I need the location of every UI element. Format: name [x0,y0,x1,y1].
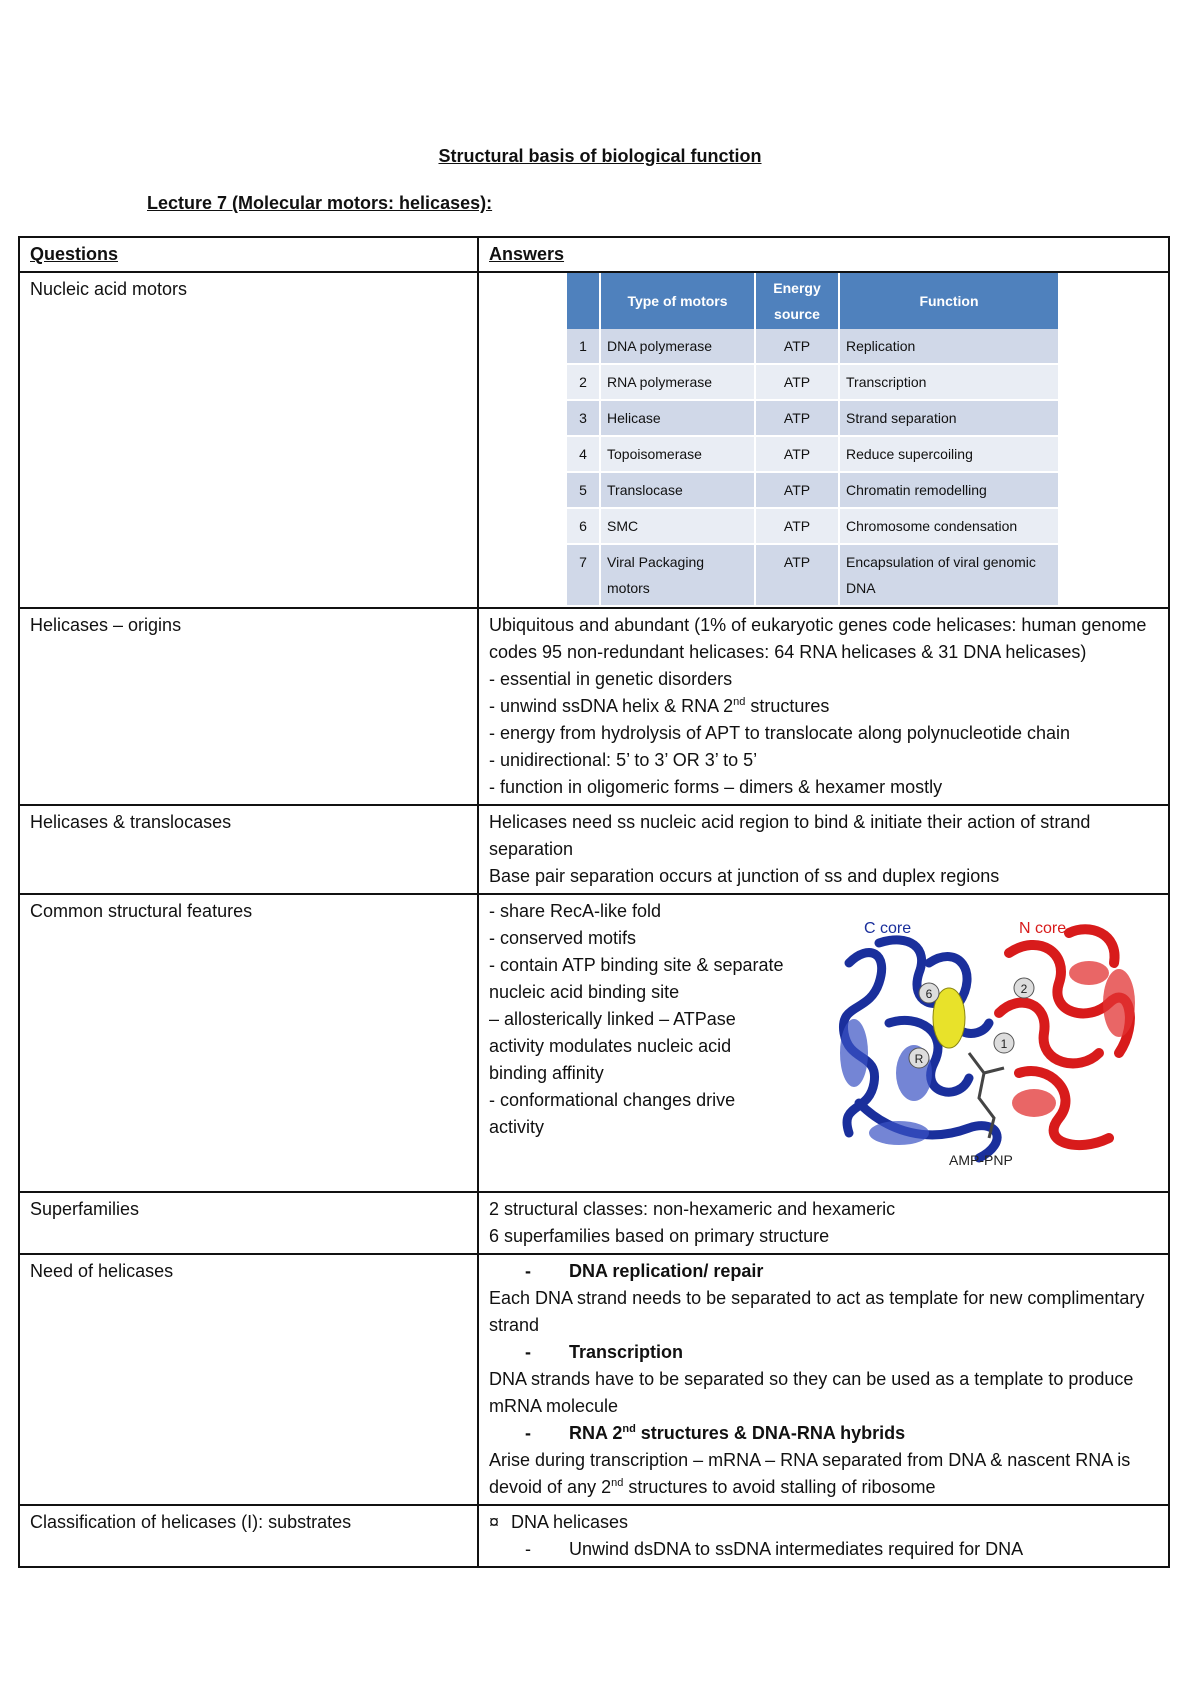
motor-energy: ATP [756,509,840,545]
motor-type-header: Type of motors [601,273,756,329]
motor-num: 4 [567,437,601,473]
question-cell: Helicases – origins [19,608,478,805]
answer-line: Ubiquitous and abundant (1% of eukaryotic genes code helicases: human genome codes 95 non-redundant helicases: 64 RNA helicases & 31 DNA helicases) [489,615,1147,662]
question-cell: Classification of helicases (I): substrates [19,1505,478,1567]
answer-line: Each DNA strand needs to be separated to act as template for new complimentary strand [489,1288,1145,1335]
answer-line: DNA strands have to be separated so they can be used as a template to produce mRNA molecule [489,1369,1134,1416]
motor-energy: ATP [756,365,840,401]
marker-label: 1 [1000,1037,1008,1051]
motor-row [567,401,1060,437]
answer-line: Base pair separation occurs at junction of ss and duplex regions [489,866,1000,886]
motor-num-header [567,273,601,329]
motor-function: Chromosome condensation [840,509,1060,545]
motor-function: Chromatin remodelling [840,473,1060,509]
superscript: nd [622,1423,636,1435]
answer-cell [478,894,1169,1192]
motor-num: 3 [567,401,601,437]
motor-type: Viral Packaging motors [601,545,756,607]
motor-row [567,473,1060,509]
motor-type: Helicase [601,401,756,437]
motor-function-header: Function [840,273,1060,329]
answer-line: - unidirectional: 5’ to 3’ OR 3’ to 5’ [489,750,758,770]
motor-num: 6 [567,509,601,545]
dash-mark: - [525,1539,531,1559]
marker-label: 2 [1020,982,1028,996]
table-row [19,1192,1169,1254]
motor-row [567,329,1060,365]
features-text [489,898,789,1141]
text-part: structures [745,696,830,716]
c-core-label: C core [864,920,912,937]
motor-energy-header: Energy source [756,273,840,329]
table-row [19,1505,1169,1567]
bullet-icon: ¤ [489,1512,500,1532]
header-row [19,237,1169,272]
motor-function: Encapsulation of viral genomic DNA [840,545,1060,607]
table-row [19,805,1169,894]
answer-line: - essential in genetic disorders [489,669,733,689]
superscript: nd [611,1477,624,1489]
lecture-subtitle: Lecture 7 (Molecular motors: helicases): [147,193,493,213]
text-part: - unwind ssDNA helix & RNA 2 [489,696,734,716]
text-part: structures & DNA-RNA hybrids [635,1423,906,1443]
dash-mark: - [525,1423,531,1443]
motor-type: SMC [601,509,756,545]
motor-table-header [567,273,1060,329]
subheading [489,1258,1158,1285]
answer-line: 2 structural classes: non-hexameric and hexameric [489,1199,896,1219]
motor-num: 1 [567,329,601,365]
answer-cell [478,608,1169,805]
answer-line: - conformational changes drive activity [489,1090,736,1137]
answer-cell [478,805,1169,894]
answer-line [489,1536,1158,1563]
text-part: Arise during transcription – mRNA – RNA separated from DNA & nascent RNA is devoid of any 2 [489,1450,1131,1497]
answer-line [489,1447,1158,1501]
subheading [489,1339,1158,1366]
features-wrap [489,898,1158,1188]
text-part: structures to avoid stalling of ribosome [623,1477,936,1497]
motor-energy: ATP [756,473,840,509]
answer-cell [478,1254,1169,1505]
questions-header-label: Questions [30,244,119,264]
question-cell: Common structural features [19,894,478,1192]
superscript: nd [733,696,746,708]
marker-label: 6 [925,987,933,1001]
answer-line: – allosterically linked – ATPase activity modulates nucleic acid binding affinity [489,1009,736,1083]
questions-header [19,237,478,272]
subheading [489,1420,1158,1447]
table-row [19,894,1169,1192]
answer-cell [478,1192,1169,1254]
motor-energy: ATP [756,437,840,473]
answer-cell [478,1505,1169,1567]
text-part: Transcription [569,1342,684,1362]
motor-function: Replication [840,329,1060,365]
qa-table [18,236,1170,1568]
answer-line: - function in oligomeric forms – dimers & hexamer mostly [489,777,943,797]
text-part: Unwind dsDNA to ssDNA intermediates required for DNA [569,1539,1024,1559]
answers-header [478,237,1169,272]
answer-line: Helicases need ss nucleic acid region to bind & initiate their action of strand separation [489,812,1091,859]
motor-num: 2 [567,365,601,401]
text-part: RNA 2 [569,1423,623,1443]
motor-type: DNA polymerase [601,329,756,365]
n-core-label: N core [1019,920,1067,937]
question-cell: Superfamilies [19,1192,478,1254]
answer-line: 6 superfamilies based on primary structure [489,1226,830,1246]
answers-header-label: Answers [489,244,565,264]
motor-type: Translocase [601,473,756,509]
ligand-label: AMP-PNP [949,1152,1013,1168]
table-row [19,272,1169,608]
dash-mark: - [525,1261,531,1281]
motor-table [567,273,1060,607]
answer-cell [478,272,1169,608]
question-cell: Need of helicases [19,1254,478,1505]
answer-line: - contain ATP binding site & separate nucleic acid binding site [489,955,784,1002]
motor-row [567,365,1060,401]
motor-function: Reduce supercoiling [840,437,1060,473]
motor-energy: ATP [756,545,840,607]
document-title: Structural basis of biological function [438,146,762,166]
motor-function: Transcription [840,365,1060,401]
motor-row [567,437,1060,473]
text-part: DNA replication/ repair [569,1261,764,1281]
motor-function: Strand separation [840,401,1060,437]
question-cell: Nucleic acid motors [19,272,478,608]
question-cell: Helicases & translocases [19,805,478,894]
text-part: DNA helicases [511,1512,629,1532]
answer-line [489,1509,1158,1536]
motor-num: 7 [567,545,601,607]
marker-label: R [914,1052,924,1066]
motor-row [567,509,1060,545]
answer-line: - conserved motifs [489,928,637,948]
motor-energy: ATP [756,401,840,437]
motor-type: RNA polymerase [601,365,756,401]
helicase-structure-figure [819,903,1144,1173]
answer-line: - share RecA-like fold [489,901,662,921]
answer-line [489,693,1158,720]
motor-type: Topoisomerase [601,437,756,473]
table-row [19,1254,1169,1505]
answer-line: - energy from hydrolysis of APT to translocate along polynucleotide chain [489,723,1070,743]
motor-row [567,545,1060,607]
motor-energy: ATP [756,329,840,365]
c-core-helices [840,1019,932,1145]
dash-mark: - [525,1342,531,1362]
motor-num: 5 [567,473,601,509]
table-row [19,608,1169,805]
